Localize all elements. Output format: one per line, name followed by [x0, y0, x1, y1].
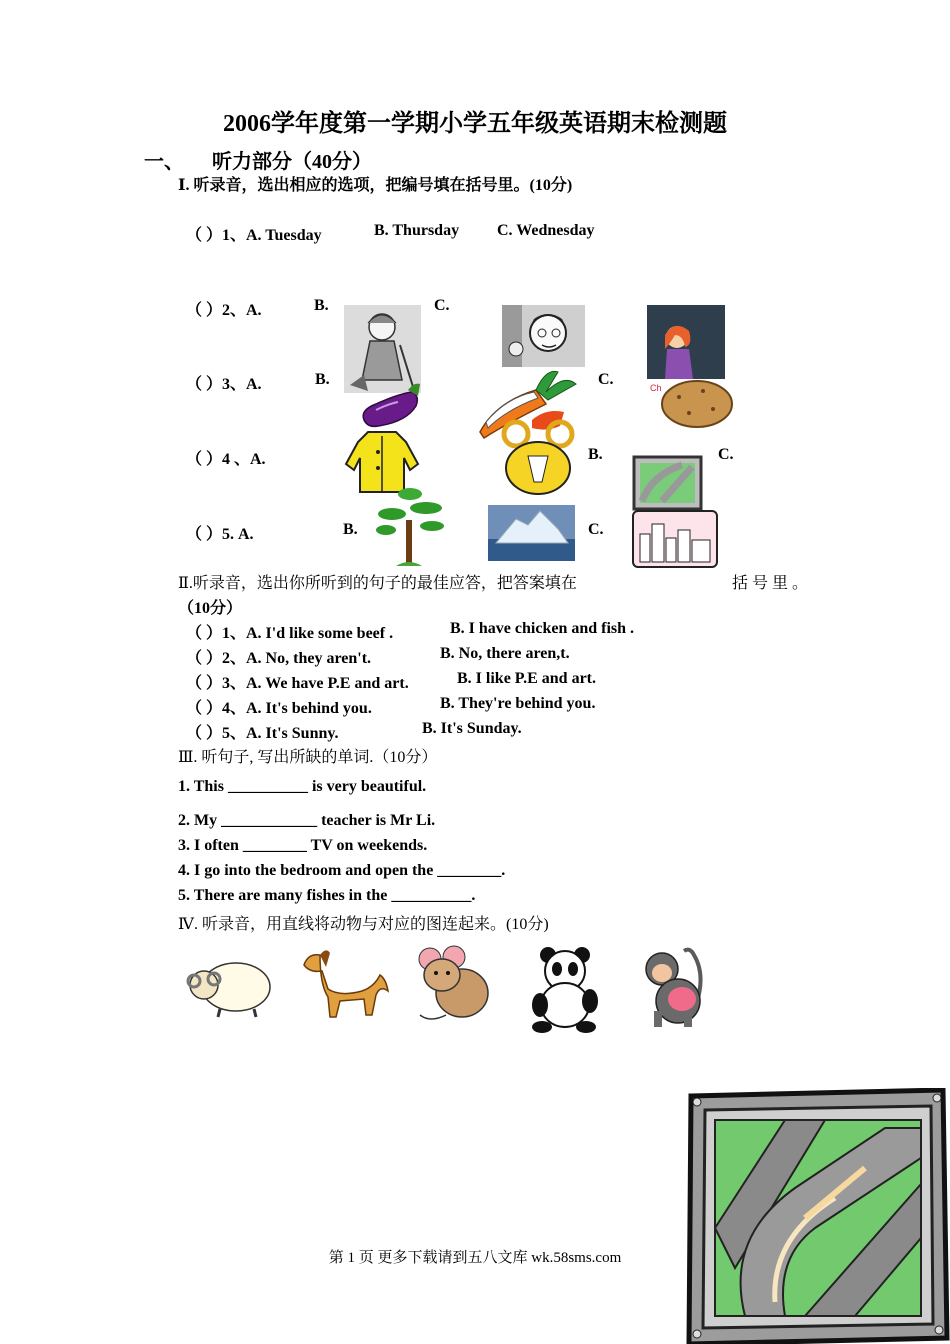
s2-item5-option-a: （ ）5、A. It's Sunny. — [186, 725, 339, 742]
page-footer: 第 1 页 更多下载请到五八文库 wk.58sms.com — [328, 1250, 622, 1266]
q1-option-b: B. Thursday — [374, 222, 460, 239]
potato-icon — [659, 377, 734, 430]
tree-icon — [372, 484, 447, 568]
city-icon — [632, 510, 718, 568]
q1-option-a: （ ）1、A. Tuesday — [186, 227, 322, 244]
section1-instruction: Ⅰ. 听录音，选出相应的选项，把编号填在括号里。(10分) — [178, 177, 573, 194]
s2-item2-option-b: B. No, there aren,t. — [440, 645, 570, 662]
s2-item4-option-a: （ ）4、A. It's behind you. — [186, 700, 372, 717]
horse-icon — [300, 945, 390, 1022]
section2-instruction: Ⅱ.听录音，选出你所听到的句子的最佳应答，把答案填在 — [178, 575, 577, 592]
s2-item3-option-b: B. I like P.E and art. — [457, 670, 596, 687]
highway-sign-icon — [685, 1088, 950, 1344]
ram-head-icon — [500, 416, 576, 496]
monkey-icon — [640, 945, 706, 1030]
s2-item4-option-b: B. They're behind you. — [440, 695, 596, 712]
mouse-icon — [416, 945, 491, 1023]
q4-option-a: （ ）4 、A. — [186, 451, 266, 468]
iceberg-icon — [488, 505, 575, 561]
eggplant-icon — [358, 380, 422, 430]
q5-option-a: （ ）5. A. — [186, 526, 254, 543]
s3-item5: 5. There are many fishes in the __________. — [178, 887, 476, 904]
road-sign-icon — [632, 455, 703, 511]
part-number: 一、 — [144, 151, 184, 173]
q3-option-b: B. — [315, 371, 330, 388]
s2-item5-option-b: B. It's Sunday. — [422, 720, 522, 737]
q2-option-c: C. — [434, 297, 450, 314]
panda-icon — [530, 945, 600, 1035]
section3-instruction: Ⅲ. 听句子, 写出所缺的单词.（10分） — [178, 749, 438, 766]
q5-option-c: C. — [588, 521, 604, 538]
s3-item1: 1. This __________ is very beautiful. — [178, 778, 427, 795]
q3-option-c: C. — [598, 371, 614, 388]
s3-item2: 2. My ____________ teacher is Mr Li. — [178, 812, 436, 829]
s3-item3: 3. I often ________ TV on weekends. — [178, 837, 428, 854]
s2-item3-option-a: （ ）3、A. We have P.E and art. — [186, 675, 409, 692]
svg-text:Ch: Ch — [650, 383, 662, 393]
q2-option-b: B. — [314, 297, 329, 314]
section2-instruction-end: 括 号 里 。 — [732, 575, 809, 592]
q5-option-b: B. — [343, 521, 358, 538]
q1-option-c: C. Wednesday — [497, 222, 595, 239]
sheep-icon — [184, 955, 274, 1020]
section2-points: （10分） — [178, 600, 243, 617]
q3-option-a: （ ）3、A. — [186, 376, 262, 393]
part-heading: 听力部分（40分） — [212, 151, 372, 173]
boy-washing-icon — [502, 305, 585, 367]
s3-item4: 4. I go into the bedroom and open the ________. — [178, 862, 506, 879]
section4-instruction: Ⅳ. 听录音，用直线将动物与对应的图连起来。(10分) — [178, 916, 549, 933]
page-title: 2006学年度第一学期小学五年级英语期末检测题 — [223, 111, 727, 137]
q4-option-c: C. — [718, 446, 734, 463]
q4-option-b: B. — [588, 446, 603, 463]
s2-item1-option-b: B. I have chicken and fish . — [450, 620, 635, 637]
q2-option-a: （ ）2、A. — [186, 302, 262, 319]
s2-item1-option-a: （ ）1、A. I'd like some beef . — [186, 625, 394, 642]
s2-item2-option-a: （ ）2、A. No, they aren't. — [186, 650, 372, 667]
